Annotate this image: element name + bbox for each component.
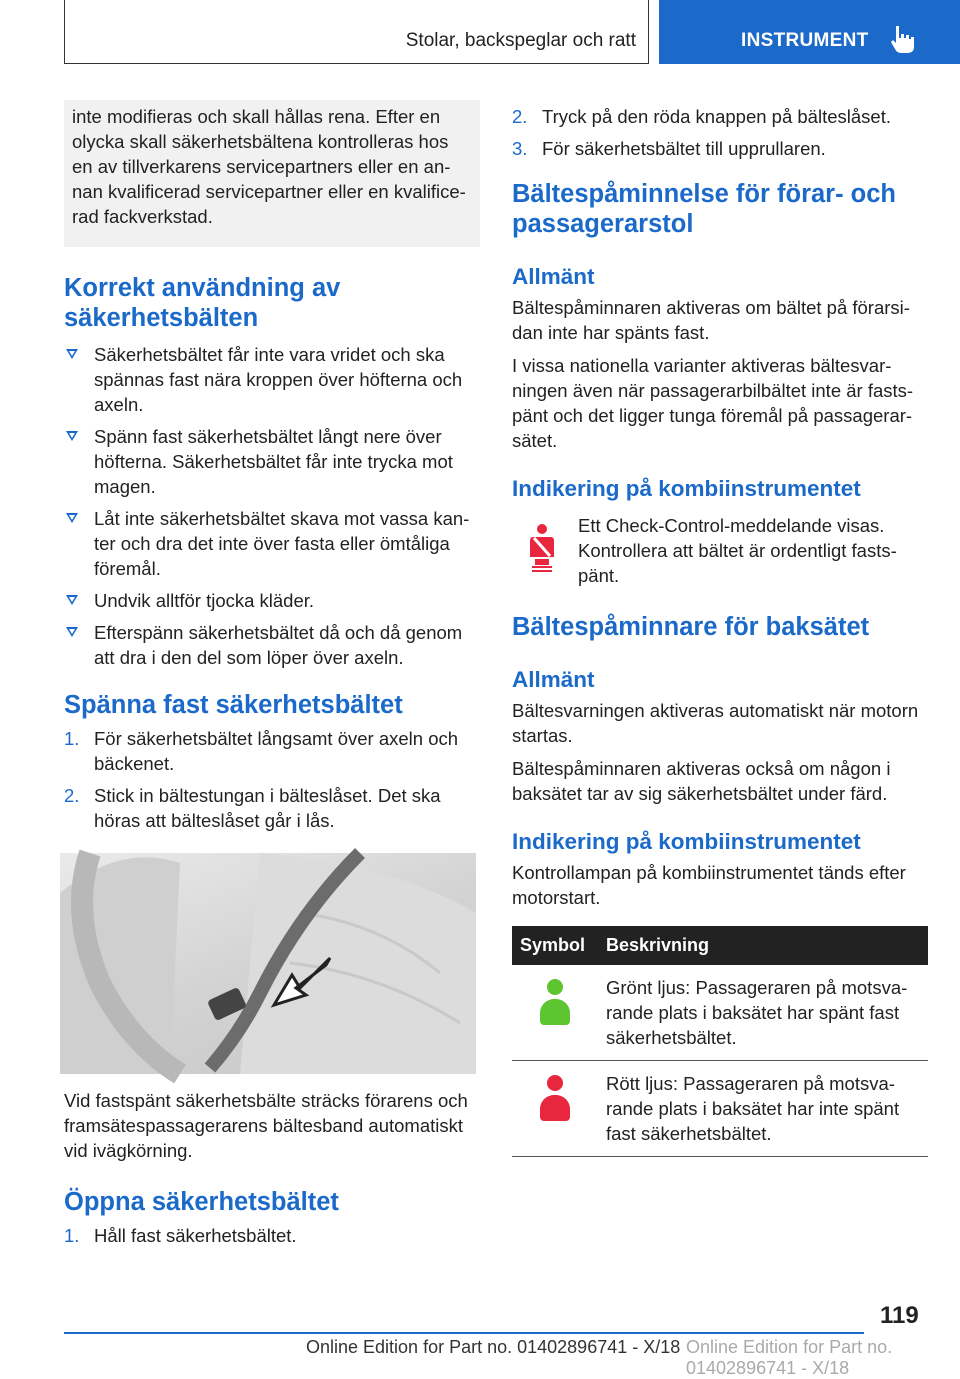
triangle-bullet-icon	[66, 349, 78, 359]
row-1-head	[547, 1075, 563, 1091]
general-1-text-b: I vissa nationella varianter aktiveras bältesvarningen även när passagerarbilbältet inte är fastspänt och det ligger tunga föremål på passagerarsätet.	[512, 355, 914, 451]
description-cell: Grönt ljus: Passageraren på motsvarande plats i baksätet har spänt fast säkerhetsbältet.	[598, 965, 928, 1061]
heading-reminder-front: Bältespåminnelse för förar- och passagerarstol	[512, 180, 897, 238]
list-item: Efterspänn säkerhetsbältet då och då genom att dra i den del som löper över axeln.	[64, 620, 480, 670]
heading-general-2: Allmänt	[512, 667, 595, 692]
note-box	[64, 100, 480, 247]
heading-correct-usage: Korrekt användning av säkerhetsbälten	[64, 274, 341, 332]
heading-indicator-1: Indikering på kombiinstrumentet	[512, 476, 861, 501]
triangle-bullet-icon	[66, 431, 78, 441]
page-header	[64, 0, 960, 64]
general-2-text-a: Bältesvarningen aktiveras automatiskt när motorn startas.	[512, 700, 919, 746]
indicator-1-row	[512, 513, 928, 588]
description-cell: Rött ljus: Passageraren på motsvarande plats i baksätet har inte spänt fast säkerhetsbältet.	[598, 1061, 928, 1157]
seatbelt-illustration	[60, 853, 476, 1074]
symbol-cell	[512, 1061, 598, 1157]
symbol-table	[512, 926, 928, 1157]
note-text: inte modifieras och skall hållas rena. Efter en olycka skall säkerhetsbältena kontrolleras hos en av tillverkarens servicepartners eller en annan kvalificerad servicepartner eller en kvalificerad fackverkstad.	[72, 106, 466, 227]
fasten-steps	[64, 726, 480, 833]
list-item: 1. Håll fast säkerhetsbältet.	[64, 1225, 297, 1246]
footer-edition: Online Edition for Part no. 01402896741 - X/18	[306, 1337, 681, 1357]
list-item: 2. Tryck på den röda knappen på bälteslåset.	[512, 106, 891, 127]
seatbelt-photo	[60, 853, 476, 1074]
footer-divider	[64, 1332, 864, 1334]
list-item: Spänn fast säkerhetsbältet långt nere över höfterna. Säkerhetsbältet får inte trycka mot magen.	[64, 424, 480, 499]
page-number: 119	[880, 1302, 919, 1329]
red-person-icon	[540, 1075, 570, 1121]
list-item: Låt inte säkerhetsbältet skava mot vassa kanter och dra det inte över fasta eller ömtåliga föremål.	[64, 506, 480, 581]
left-column	[64, 100, 480, 1255]
heading-fasten-belt: Spänna fast säkerhetsbältet	[64, 691, 403, 719]
heading-open-belt: Öppna säkerhetsbältet	[64, 1188, 339, 1216]
list-item: Säkerhetsbältet får inte vara vridet och ska spännas fast nära kroppen över höfterna och axeln.	[64, 342, 480, 417]
list-item: Undvik alltför tjocka kläder.	[64, 588, 480, 613]
triangle-bullet-icon	[66, 513, 78, 523]
row-0-head	[547, 979, 563, 995]
row-1-body	[540, 1095, 570, 1121]
triangle-bullet-icon	[66, 595, 78, 605]
indicator-1-text: Ett Check-Control-meddelande visas. Kontrollera att bältet är ordentligt fastspänt.	[578, 515, 897, 586]
usage-bullet-list	[64, 342, 480, 670]
table-row	[512, 965, 928, 1061]
symbol-cell	[512, 965, 598, 1061]
list-item: 3. För säkerhetsbältet till upprullaren.	[512, 138, 826, 159]
right-column	[512, 100, 928, 1157]
pointing-hand-icon	[889, 24, 915, 54]
row-0-body	[540, 999, 570, 1025]
triangle-bullet-icon	[66, 627, 78, 637]
general-2-text-b: Bältespåminnaren aktiveras också om någon i baksätet tar av sig säkerhetsbältet under färd.	[512, 758, 891, 804]
open-steps-continued	[512, 104, 928, 161]
column-header-symbol: Symbol	[512, 926, 598, 965]
heading-reminder-rear: Bältespåminnare för baksätet	[512, 613, 870, 641]
table-row	[512, 1061, 928, 1157]
chapter-title: INSTRUMENT	[741, 30, 869, 51]
section-title: Stolar, backspeglar och ratt	[405, 30, 636, 51]
open-steps	[64, 1223, 480, 1248]
watermark: Online Edition for Part no. 01402896741 - X/18	[684, 1337, 960, 1379]
green-person-icon	[540, 979, 570, 1025]
general-1-text-a: Bältespåminnaren aktiveras om bältet på förarsidan inte har spänts fast.	[512, 297, 910, 343]
heading-indicator-2: Indikering på kombiinstrumentet	[512, 829, 861, 854]
photo-caption: Vid fastspänt säkerhetsbälte sträcks förarens och framsätespassagerarens bältesband automatiskt vid ivägkörning.	[64, 1090, 468, 1161]
list-item: 2. Stick in bältestungan i bälteslåset. Det ska höras att bälteslåset går i lås.	[64, 785, 441, 831]
heading-general-1: Allmänt	[512, 264, 595, 289]
seatbelt-warning-icon	[526, 523, 558, 573]
column-header-description: Beskrivning	[598, 926, 928, 965]
indicator-2-text: Kontrollampan på kombiinstrumentet tänds efter motorstart.	[512, 862, 906, 908]
list-item: 1. För säkerhetsbältet långsamt över axeln och bäckenet.	[64, 728, 459, 774]
table-header-row	[512, 926, 928, 965]
section-tab	[64, 0, 649, 64]
chapter-tab	[659, 0, 960, 64]
